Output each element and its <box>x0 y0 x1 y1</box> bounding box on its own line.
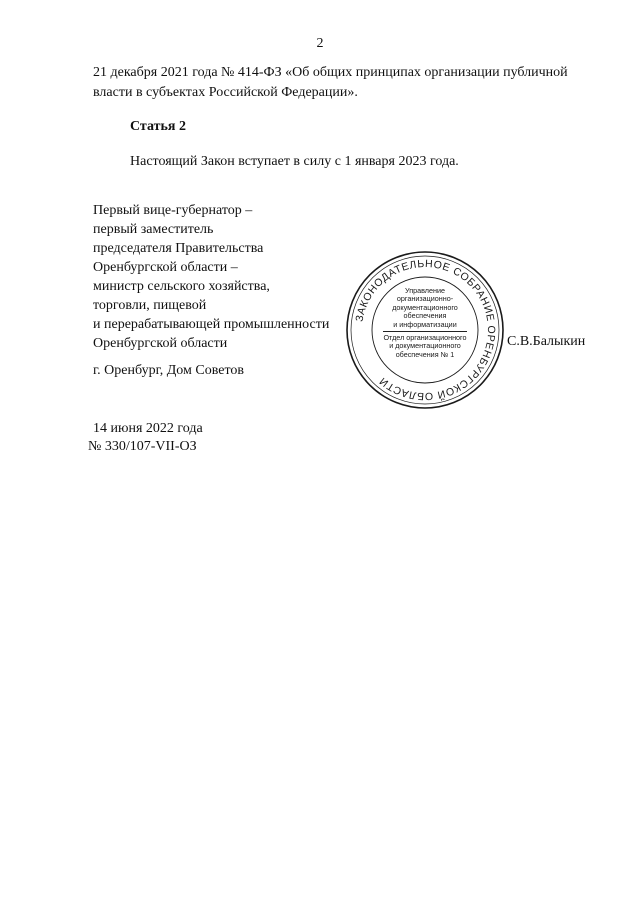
seal-inner-line: организационно- <box>396 294 454 304</box>
body-line-2: власти в субъектах Российской Федерации». <box>93 85 358 100</box>
seal-inner-line: Управление <box>405 286 445 295</box>
signatory-title-line: торговли, пищевой <box>93 298 207 313</box>
signatory-title-line: Оренбургской области <box>93 336 228 351</box>
seal-inner-line: документационного <box>392 302 458 312</box>
signatory-title-line: Первый вице-губернатор – <box>93 203 253 218</box>
signing-place: г. Оренбург, Дом Советов <box>93 363 244 378</box>
seal-inner-line: и информатизации <box>393 319 457 329</box>
body-line-1: 21 декабря 2021 года № 414-ФЗ «Об общих принципах организации публичной <box>93 65 568 80</box>
official-seal <box>340 245 510 415</box>
signatory-title-line: Оренбургской области – <box>93 260 238 275</box>
signatory-title-line: министр сельского хозяйства, <box>93 279 270 294</box>
seal-inner-line: обеспечения <box>403 311 447 321</box>
article-heading: Статья 2 <box>130 119 186 134</box>
signatory-title-line: председателя Правительства <box>93 241 264 256</box>
seal-inner-text <box>381 287 469 373</box>
seal-divider <box>383 331 467 332</box>
page-number: 2 <box>316 36 324 51</box>
seal-ring-text: ЗАКОНОДАТЕЛЬНОЕ СОБРАНИЕ ОРЕНБУРГСКОЙ ОБЛАСТИ <box>353 257 498 403</box>
law-date: 14 июня 2022 года <box>93 421 203 436</box>
seal-inner-line: и документационного <box>389 341 461 351</box>
article-text: Настоящий Закон вступает в силу с 1 января 2023 года. <box>130 154 459 169</box>
law-number: № 330/107-VII-ОЗ <box>88 439 197 454</box>
signatory-name: С.В.Балыкин <box>507 334 586 349</box>
signatory-title <box>93 201 329 353</box>
signatory-title-line: и перерабатывающей промышленности <box>93 317 330 332</box>
seal-inner-line: Отдел организационного <box>383 333 467 343</box>
seal-inner-line: обеспечения № 1 <box>395 349 455 359</box>
signatory-title-line: первый заместитель <box>93 222 214 237</box>
